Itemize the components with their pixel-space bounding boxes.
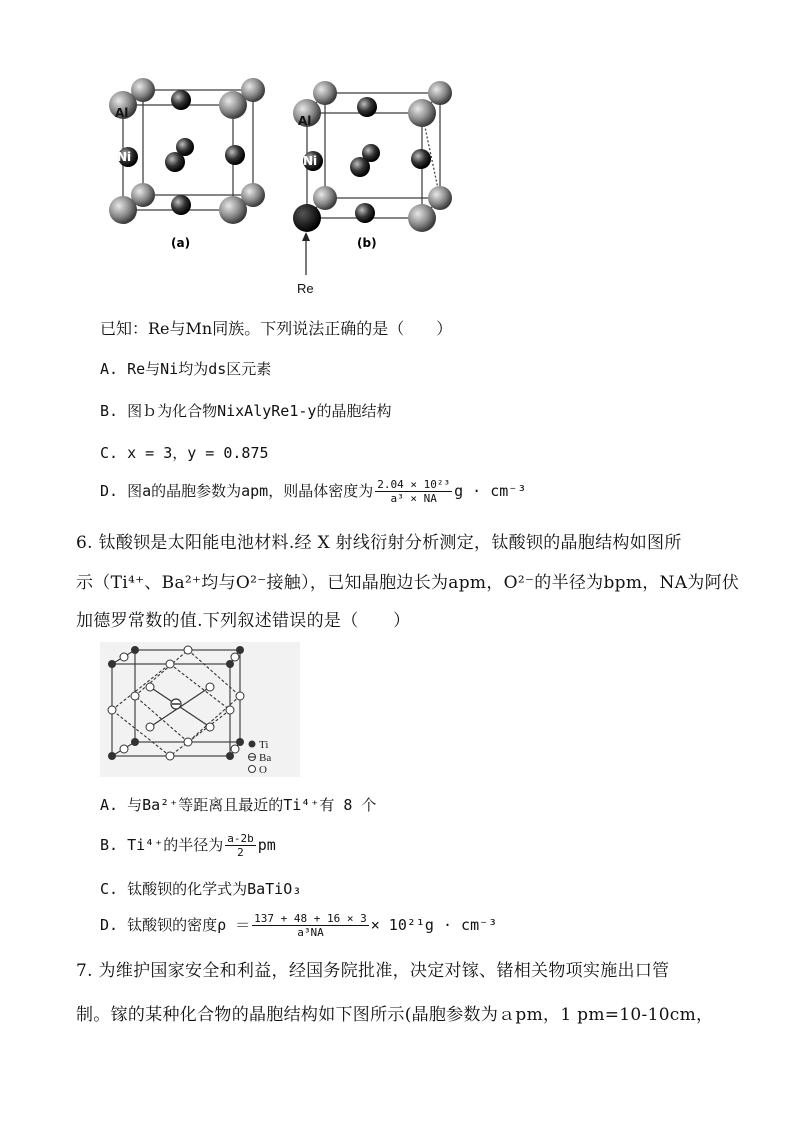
caption-a: (a) — [171, 236, 191, 250]
atoms-a — [109, 78, 265, 224]
q6-option-d: D. 钛酸钡的密度ρ ＝ $\frac{137 + 48 + 16 \times 3}{\text{a³NA}}$ × 10²¹g · cm⁻³ — [100, 912, 498, 939]
legend-ba: Ba — [259, 752, 272, 764]
crystal-figures-ab — [95, 75, 455, 305]
caption-b: (b) — [357, 236, 377, 250]
q5-option-c: C. x = 3，y = 0.875 — [100, 444, 269, 462]
label-ni-b: Ni — [303, 154, 318, 168]
q6-line1: 6. 钛酸钡是太阳能电池材料.经 X 射线衍射分析测定，钛酸钡的晶胞结构如图所 — [76, 533, 682, 553]
q6-line2: 示（Ti⁴⁺、Ba²⁺均与O²⁻接触），已知晶胞边长为apm，O²⁻的半径为bpm，NA为阿伏 — [76, 573, 740, 593]
q6-option-b: B. Ti⁴⁺的半径为 $\frac{a-2b}{2}$ pm — [100, 832, 276, 859]
q5-option-d: D. 图a的晶胞参数为apm，则晶体密度为 $\frac{\text{2.04 × 10²³}}{\text{a³ × NA}}$ g · cm⁻³ — [100, 478, 527, 505]
label-al-a: Al — [115, 106, 129, 120]
q5-option-b: B. 图ｂ为化合物NixAlyRe1-y的晶胞结构 — [100, 402, 392, 420]
label-ni-a: Ni — [117, 150, 132, 164]
q7-line2: 制。镓的某种化合物的晶胞结构如下图所示(晶胞参数为ａpm，1 pm=10-10cm， — [76, 1005, 714, 1025]
label-al-b: Al — [298, 114, 312, 128]
q6-option-c: C. 钛酸钡的化学式为BaTiO₃ — [100, 880, 302, 898]
q6-line3: 加德罗常数的值.下列叙述错误的是（ ） — [76, 611, 411, 631]
label-re: Re — [297, 281, 314, 296]
legend-o: O — [259, 764, 267, 776]
perovskite-figure — [100, 642, 300, 777]
q5-stem: 已知：Re与Mn同族。下列说法正确的是（ ） — [100, 319, 453, 338]
q6-option-a: A. 与Ba²⁺等距离且最近的Ti⁴⁺有 8 个 — [100, 796, 377, 814]
q7-line1: 7. 为维护国家安全和利益，经国务院批准，决定对镓、锗相关物项实施出口管 — [76, 961, 670, 981]
q5-option-a: A. Re与Ni均为ds区元素 — [100, 360, 272, 378]
legend-ti: Ti — [259, 739, 269, 751]
